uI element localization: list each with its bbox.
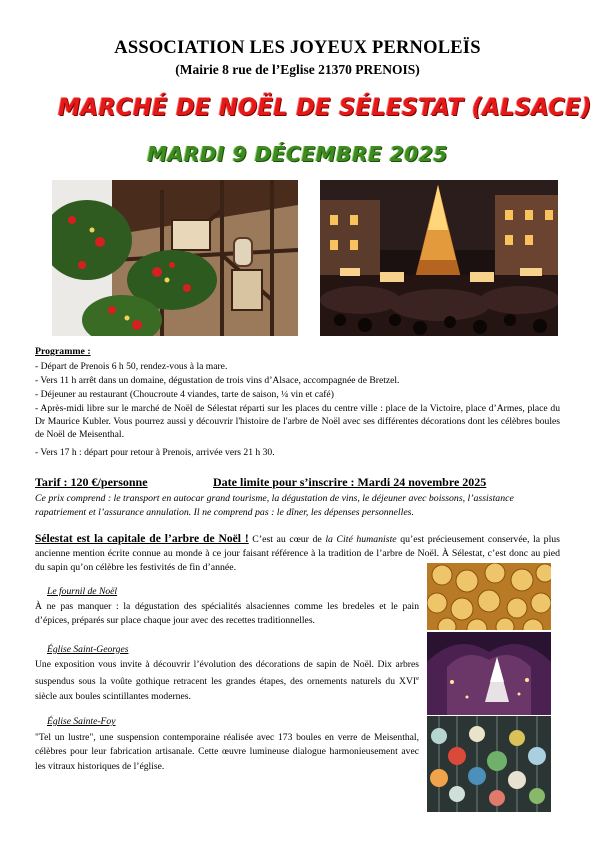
section-title-sainte-foy: Église Sainte-Foy	[47, 716, 116, 727]
association-name: ASSOCIATION LES JOYEUX PERNOLEÏS	[114, 38, 481, 58]
capital-heading: Sélestat est la capitale de l’arbre de Noël !	[35, 533, 249, 545]
capital-text-italic: la Cité humaniste	[325, 534, 397, 545]
timbered-house-photo	[52, 180, 298, 336]
sainte-foy-glass-balls-photo	[427, 716, 551, 812]
section-text-sainte-foy: "Tel un lustre", une suspension contemporaine réalisée avec 173 boules en verre de Meisenthal, célèbres pour leur fabrication artisanale. Cette œuvre lumineuse dialogue harmonieusement avec les vitraux historiques de l’église.	[35, 732, 419, 772]
association-address: (Mairie 8 rue de l’Eglise 21370 PRENOIS)	[175, 62, 420, 77]
programme-item: - Déjeuner au restaurant (Choucroute 4 viandes, tarte de saison, ¼ vin et café)	[35, 389, 334, 400]
programme-item: - Vers 17 h : départ pour retour à Prenois, arrivée vers 21 h 30.	[35, 447, 275, 458]
section-text-fournil: À ne pas manquer : la dégustation des spécialités alsaciennes comme les bredeles et le pain d’épices, préparés sur place chaque jour avec des recettes traditionnelles.	[35, 601, 419, 627]
page-title: MARCHÉ DE NOËL DE SÉLESTAT (ALSACE)	[58, 93, 592, 121]
programme-item: - Après-midi libre sur le marché de Noël de Sélestat réparti sur les places du centre ville : place de la Victoire, place d’Armes, place du Dr Maurice Kubler. Vous pourrez aussi y découvrir l'histoire de l'arbre de Noël avec ses différentes décorations dont les célèbres boules de Noël de Meisenthal.	[35, 403, 560, 441]
section-title-fournil: Le fournil de Noël	[47, 586, 118, 597]
cookies-illustration	[427, 563, 551, 630]
registration-deadline: Date limite pour s’inscrire : Mardi 24 novembre 2025	[213, 475, 487, 489]
section-text-saint-georges	[35, 658, 419, 704]
programme-heading: Programme :	[35, 346, 91, 357]
capital-text-b: qu’est précieusement conservée, la plus ancienne mention écrite connue au monde à ce jour faisant référence à la tradition de l’arbre de Noël. À Sélestat, c’est donc au pied du sapin qu’on célèbre les festivités de fin d’année.	[35, 534, 560, 573]
section-title-saint-georges: Église Saint-Georges	[47, 644, 129, 655]
superscript-e: e	[416, 675, 419, 683]
church-illustration	[427, 632, 551, 715]
bredele-cookies-photo	[427, 563, 551, 630]
price-includes: Ce prix comprend : le transport en autocar grand tourisme, la dégustation de vins, le déjeuner avec boissons, l’assistance rapatriement et l’assurance annulation. Il ne comprend pas : le dîner, les dépenses personnelles.	[35, 493, 514, 518]
section-text-part: siècle aux boules scintillantes modernes.	[35, 691, 191, 702]
event-date: MARDI 9 DÉCEMBRE 2025	[147, 142, 448, 166]
glass-balls-illustration	[427, 716, 551, 812]
tarif-label: Tarif : 120 €/personne	[35, 475, 148, 489]
capital-text-a: C’est au cœur de	[248, 534, 326, 545]
market-tree-illustration	[320, 180, 558, 336]
timbered-house-illustration	[52, 180, 298, 336]
section-text-part: Une exposition vous invite à découvrir l’évolution des décorations de sapin de Noël. Dix arbres suspendus sous la voûte gothique retracent les grandes étapes, des ornements naturels du XVI	[35, 659, 419, 688]
saint-georges-church-photo	[427, 632, 551, 715]
christmas-market-photo	[320, 180, 558, 336]
programme-item: - Vers 11 h arrêt dans un domaine, dégustation de trois vins d’Alsace, accompagnée de Bretzel.	[35, 375, 400, 386]
programme-item: - Départ de Prenois 6 h 50, rendez-vous à la mare.	[35, 361, 228, 372]
